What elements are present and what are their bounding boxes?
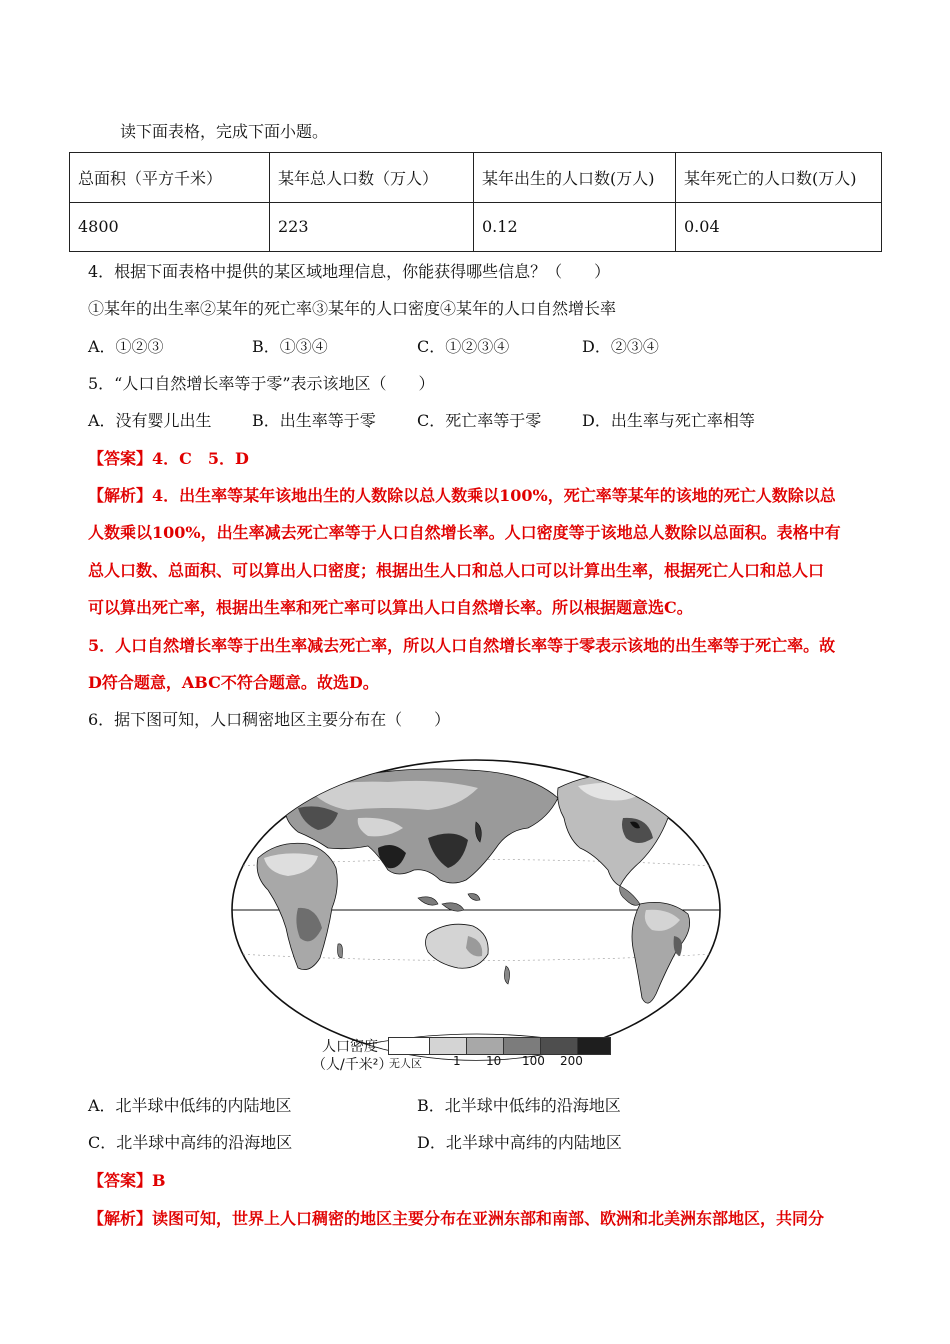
q6-option-a: A．北半球中低纬的内陆地区 [88,1096,292,1115]
q6-option-c: C．北半球中高纬的沿海地区 [88,1133,293,1152]
q5-option-a: A．没有婴儿出生 [88,411,212,430]
legend-tick: 100 [522,1054,545,1068]
q4-option-b: B．①③④ [252,337,328,356]
q4-option-d: D．②③④ [582,337,659,356]
legend-swatch-5 [577,1037,611,1055]
table-header-cell: 某年总人口数（万人） [270,153,474,203]
legend-no-people-label: 无人区 [389,1057,422,1070]
table-cell: 0.04 [676,202,882,252]
q5-option-c: C．死亡率等于零 [417,411,542,430]
analysis-text: 读图可知，世界上人口稠密的地区主要分布在亚洲东部和南部、欧洲和北美洲东部地区，共同分 [152,1209,825,1228]
madagascar-island [338,944,343,958]
greenland-landmass [658,765,698,784]
legend-swatch-4 [540,1037,578,1055]
question-5-stem: 5．“人口自然增长率等于零”表示该地区（ ） [88,374,435,393]
analysis-4-5-line-4: 可以算出死亡率，根据出生率和死亡率可以算出人口自然增长率。所以根据题意选C。 [88,598,693,617]
legend-swatch-2 [466,1037,504,1055]
analysis-tag: 【解析】 [88,486,153,505]
legend-tick: 10 [486,1054,502,1068]
table-cell: 4800 [70,202,270,252]
legend-tick: 1 [453,1054,461,1068]
table-header-cell: 某年死亡的人口数(万人) [676,153,882,203]
answer-tag: 【答案】 [88,449,153,468]
population-density-map [228,758,724,1074]
analysis-text: 4．出生率等某年该地出生的人数除以总人数乘以100%，死亡率等某年的该地的死亡人数除以总 [152,486,836,505]
analysis-tag: 【解析】 [88,1209,153,1228]
q5-option-d: D．出生率与死亡率相等 [582,411,755,430]
analysis-4-5-line-5: 5．人口自然增长率等于出生率减去死亡率，所以人口自然增长率等于零表示该地的出生率等于死亡率。故 [88,636,836,655]
answer-tag: 【答案】 [88,1171,153,1190]
answer-text: 4．C 5．D [152,449,249,468]
analysis-4-5-line-1 [88,486,836,506]
answer-4-5 [88,449,249,469]
table-header-cell: 总面积（平方千米） [70,153,270,203]
table-header-cell: 某年出生的人口数(万人) [474,153,676,203]
legend-swatch-1 [429,1037,467,1055]
legend-swatch-3 [503,1037,541,1055]
q5-option-b: B．出生率等于零 [252,411,376,430]
legend-swatch-no-people [388,1037,430,1055]
legend-unit: （人/千米²） [312,1057,393,1073]
data-table [69,152,882,252]
table-cell: 0.12 [474,202,676,252]
question-4-items: ①某年的出生率②某年的死亡率③某年的人口密度④某年的人口自然增长率 [88,299,617,318]
analysis-6-line-1 [88,1209,824,1229]
analysis-4-5-line-3: 总人口数、总面积、可以算出人口密度；根据出生人口和总人口可以计算出生率，根据死亡人口和总人口 [88,561,825,580]
question-6-stem: 6．据下图可知，人口稠密地区主要分布在（ ） [88,710,451,729]
table-cell: 223 [270,202,474,252]
answer-text: B [152,1171,166,1190]
legend-tick: 200 [560,1054,583,1068]
table-row [70,202,882,252]
q6-option-d: D．北半球中高纬的内陆地区 [417,1133,622,1152]
intro-text: 读下面表格，完成下面小题。 [120,122,329,141]
table-header-row [70,153,882,203]
answer-6 [88,1171,166,1191]
q6-option-b: B．北半球中低纬的沿海地区 [417,1096,621,1115]
legend-title: 人口密度 [322,1039,378,1055]
q4-option-a: A．①②③ [88,337,164,356]
analysis-4-5-line-6: D符合题意，ABC不符合题意。故选D。 [88,673,379,692]
analysis-4-5-line-2: 人数乘以100%，出生率减去死亡率等于人口自然增长率。人口密度等于该地总人数除以总面积。表格中有 [88,523,841,542]
question-4-stem: 4．根据下面表格中提供的某区域地理信息，你能获得哪些信息？（ ） [88,262,611,281]
q4-option-c: C．①②③④ [417,337,510,356]
